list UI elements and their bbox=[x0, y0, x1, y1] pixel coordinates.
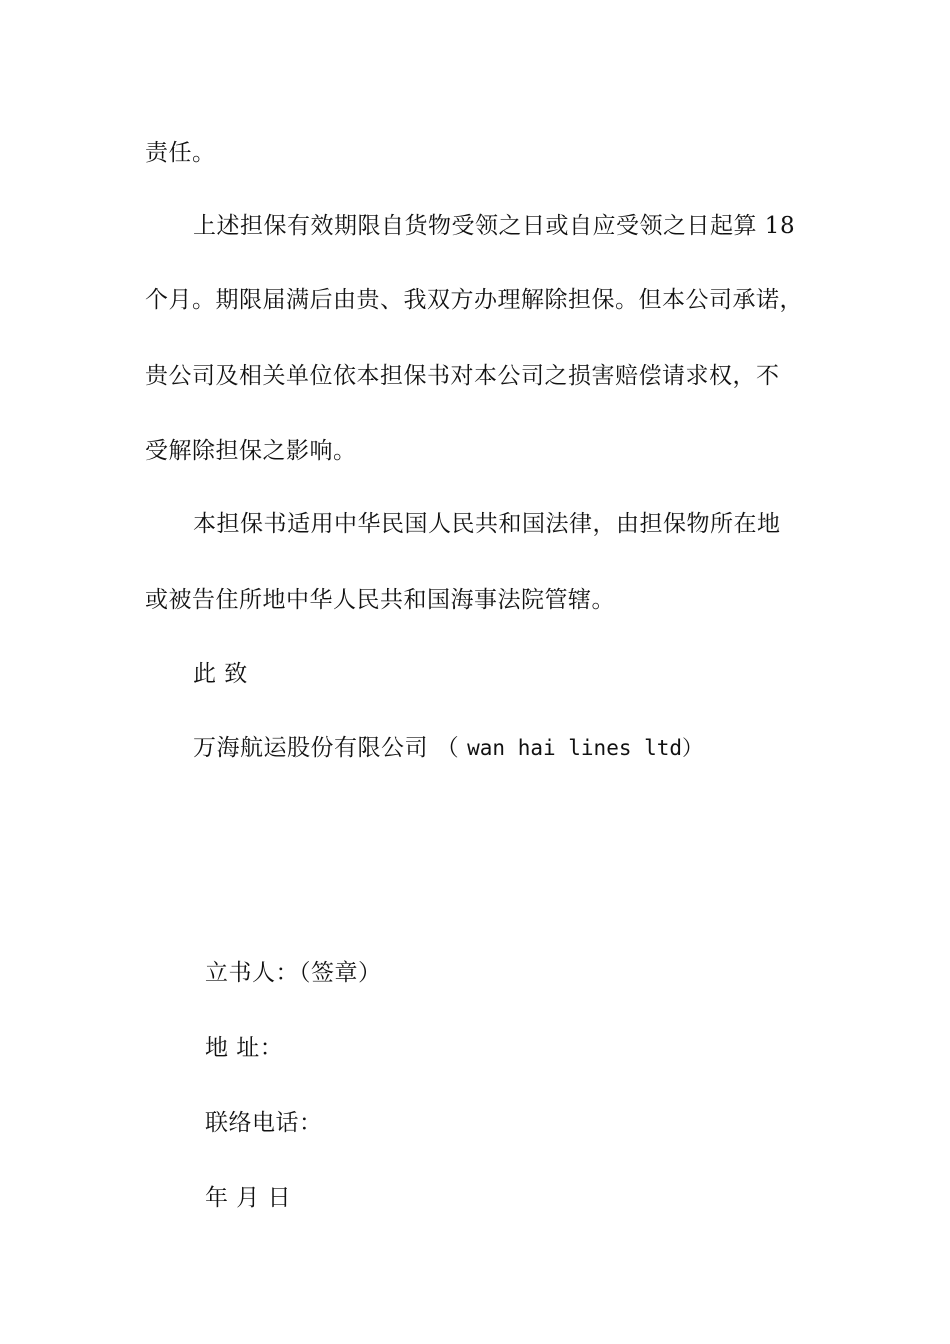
issuer-signature-line: 立书人：（签章） bbox=[205, 960, 382, 986]
paragraph-line: 个月。期限届满后由贵、我双方办理解除担保。但本公司承诺， bbox=[145, 287, 803, 313]
phone-line: 联络电话： bbox=[205, 1110, 323, 1136]
paragraph-line: 上述担保有效期限自货物受领之日或自应受领之日起算 18 bbox=[193, 213, 796, 239]
address-line: 地 址： bbox=[205, 1035, 284, 1061]
addressee bbox=[193, 733, 703, 763]
paragraph-line: 贵公司及相关单位依本担保书对本公司之损害赔偿请求权，不 bbox=[145, 363, 780, 389]
paragraph-line: 受解除担保之影响。 bbox=[145, 438, 357, 464]
salutation: 此 致 bbox=[193, 661, 248, 687]
paragraph-line: 或被告住所地中华人民共和国海事法院管辖。 bbox=[145, 587, 615, 613]
date-line: 年 月 日 bbox=[205, 1185, 292, 1211]
paragraph-line: 责任。 bbox=[145, 140, 216, 166]
addressee-chinese-name: 万海航运股份有限公司 （ bbox=[193, 735, 460, 761]
paragraph-line: 本担保书适用中华民国人民共和国法律，由担保物所在地 bbox=[193, 511, 781, 537]
addressee-english-name: wan hai lines ltd） bbox=[467, 736, 704, 760]
